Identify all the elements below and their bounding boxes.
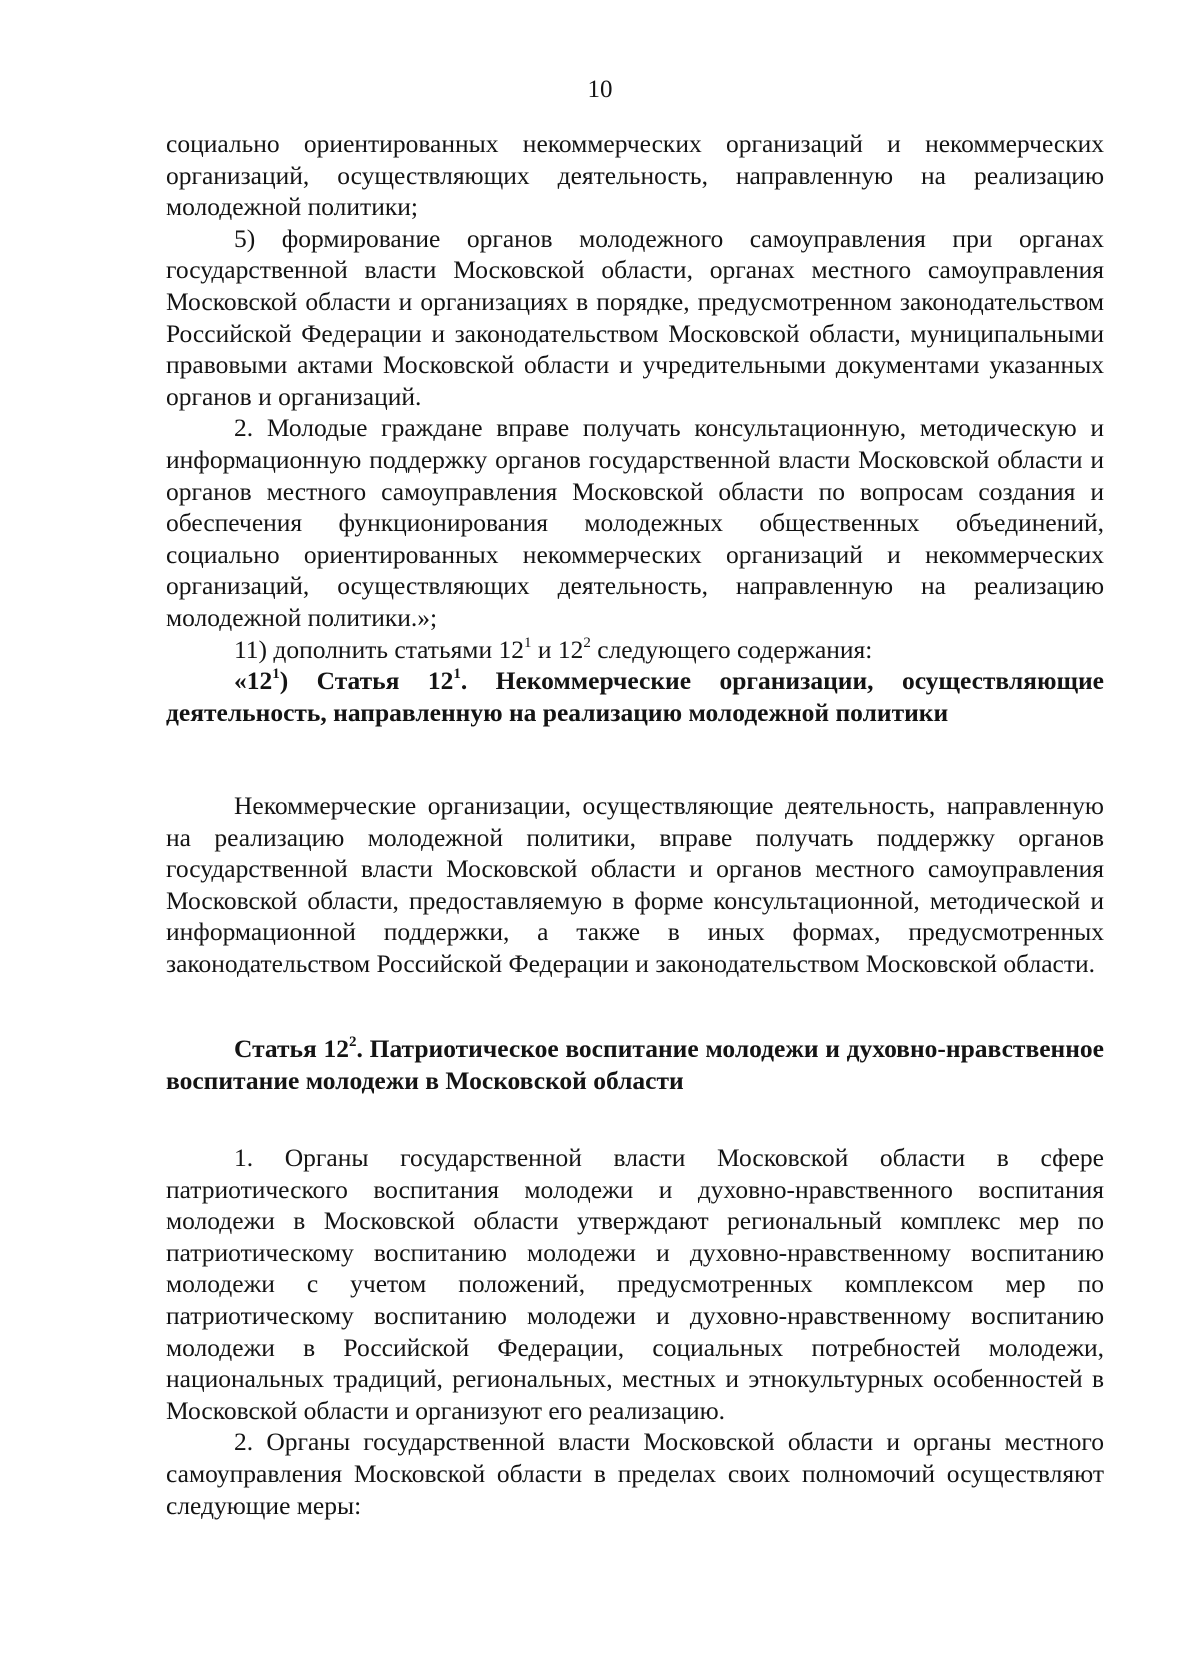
heading1-sup-b: 1: [453, 666, 461, 683]
article-12-2-point-2: 2. Органы государственной власти Московской области и органы местного самоуправления Московской области в пределах своих полномочий осуществляют следующие меры:: [166, 1427, 1104, 1520]
heading2-text-b: . Патриотическое воспитание молодежи и духовно-нравственное воспитание молодежи в Московской области: [166, 1034, 1104, 1095]
page-number: 10: [587, 76, 613, 103]
article-12-1-heading: [166, 665, 1104, 728]
item-11-sup-b: 2: [583, 634, 591, 651]
text-block-article-12-1: [166, 790, 1104, 980]
item-11-text-b: и 12: [531, 634, 584, 664]
text-block-article-12-2-heading: [166, 1033, 1104, 1096]
paragraph-continuation: социально ориентированных некоммерческих организаций и некоммерческих организаций, осуществляющих деятельность, направленную на реализацию молодежной политики;: [166, 129, 1104, 222]
article-12-1-body: Некоммерческие организации, осуществляющие деятельность, направленную на реализацию молодежной политики, вправе получать поддержку органов государственной власти Московской области и органов местного самоуправления Московской области, предоставляемую в форме консультационной, методической и информационной поддержки, а также в иных формах, предусмотренных законодательством Российской Федерации и законодательством Московской области.: [166, 791, 1104, 978]
paragraph-item-5: 5) формирование органов молодежного самоуправления при органах государственной власти Московской области, органах местного самоуправления Московской области и организациях в порядке, предусмотренном законодательством Российской Федерации и законодательством Московской области, муниципальными правовыми актами Московской области и учредительными документами указанных органов и организаций.: [166, 223, 1104, 411]
text-block-top: [166, 128, 1104, 728]
article-12-2-point-1: 1. Органы государственной власти Московской области в сфере патриотического воспитания молодежи и духовно-нравственного воспитания молодежи в Московской области утверждают региональный комплекс мер по патриотическому воспитанию молодежи и духовно-нравственному воспитанию молодежи с учетом положений, предусмотренных комплексом мер по патриотическому воспитанию молодежи и духовно-нравственному воспитанию молодежи в Российской Федерации, социальных потребностей молодежи, национальных традиций, региональных, местных и этнокультурных особенностей в Московской области и организуют его реализацию.: [166, 1143, 1104, 1425]
paragraph-item-11: [166, 634, 1104, 666]
heading1-text-b: ) Статья 12: [279, 666, 454, 696]
heading1-sup-a: 1: [272, 666, 280, 683]
item-11-text-a: 11) дополнить статьями 12: [234, 634, 524, 664]
text-block-article-12-2-body: [166, 1142, 1104, 1521]
article-12-2-heading: [166, 1033, 1104, 1096]
heading1-text-c: . Некоммерческие организации, осуществляющие деятельность, направленную на реализацию молодежной политики: [166, 666, 1104, 727]
item-11-text-c: следующего содержания:: [590, 634, 873, 664]
item-11-sup-a: 1: [523, 634, 532, 651]
heading1-text-a: «12: [234, 666, 273, 696]
paragraph-point-2: 2. Молодые граждане вправе получать консультационную, методическую и информационную поддержку органов государственной власти Московской области и органов местного самоуправления Московской области по вопросам создания и обеспечения функционирования молодежных общественных объединений, социально ориентированных некоммерческих организаций и некоммерческих организаций, осуществляющих деятельность, направленную на реализацию молодежной политики.»;: [166, 413, 1104, 632]
heading2-text-a: Статья 12: [234, 1034, 350, 1063]
heading2-sup-a: 2: [349, 1034, 357, 1050]
